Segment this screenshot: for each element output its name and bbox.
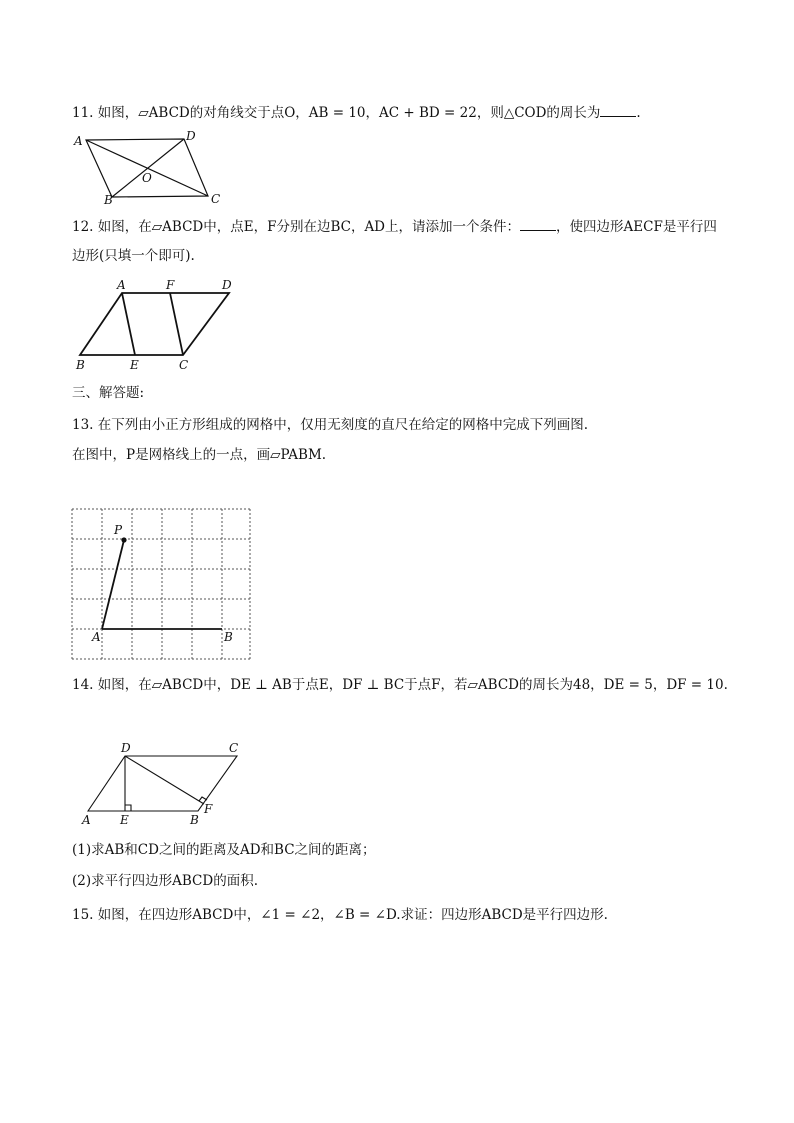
figure-12	[72, 276, 242, 376]
label-a: A	[74, 134, 83, 148]
q13-line1: 13. 在下列由小正方形组成的网格中，仅用无刻度的直尺在给定的网格中完成下列画图.	[72, 417, 589, 433]
segment-df	[125, 756, 204, 804]
label-f: F	[204, 802, 213, 816]
q14-sub1: (1)求AB和CD之间的距离及AD和BC之间的距离；	[72, 842, 376, 858]
label-c: C	[229, 741, 239, 755]
label-p: P	[114, 523, 123, 537]
label-d: D	[186, 129, 196, 143]
right-angle-e	[125, 805, 131, 811]
label-c: C	[179, 358, 189, 372]
segment-ae	[122, 293, 135, 355]
figure-13-grid	[72, 509, 254, 663]
label-b: B	[190, 813, 199, 827]
label-f: F	[166, 278, 175, 292]
label-c: C	[211, 192, 221, 206]
label-b: B	[76, 358, 85, 372]
q14-line1: 14. 如图，在▱ABCD中，DE ⊥ AB于点E，DF ⊥ BC于点F，若▱ABCD的周长为48，DE = 5，DF = 10.	[72, 677, 728, 693]
parallelogram-abcd	[88, 756, 237, 811]
parallelogram-abcd	[80, 293, 229, 355]
diagonal-ac	[86, 140, 208, 196]
answer-blank[interactable]	[600, 104, 636, 117]
label-b: B	[224, 630, 233, 644]
label-e: E	[120, 813, 129, 827]
segment-fc	[170, 293, 183, 355]
q12-line2: 边形(只填一个即可).	[72, 248, 195, 264]
point-p	[121, 537, 126, 542]
q13-line2: 在图中，P是网格线上的一点，画▱PABM.	[72, 447, 327, 463]
label-d: D	[121, 741, 131, 755]
label-e: E	[130, 358, 139, 372]
label-a: A	[92, 630, 101, 644]
diagonal-bd	[112, 139, 184, 197]
label-b: B	[104, 193, 113, 207]
section-heading: 三、解答题:	[72, 385, 145, 401]
q11-end: .	[636, 105, 641, 121]
q15-line1: 15. 如图，在四边形ABCD中，∠1 = ∠2，∠B = ∠D.求证：四边形ABCD是平行四边形.	[72, 907, 608, 923]
figure-14	[78, 738, 253, 830]
q11-stem: 11. 如图，▱ABCD的对角线交于点O，AB = 10，AC + BD = 22，则△COD的周长为	[72, 105, 601, 121]
label-o: O	[142, 171, 152, 185]
answer-blank[interactable]	[520, 218, 556, 231]
q14-sub2: (2)求平行四边形ABCD的面积.	[72, 873, 258, 889]
figure-11	[70, 128, 230, 208]
label-a: A	[82, 813, 91, 827]
label-d: D	[222, 278, 232, 292]
q12-stem: 12. 如图，在▱ABCD中，点E，F分别在边BC，AD上，请添加一个条件：	[72, 219, 521, 235]
q12-stem-cont: ，使四边形AECF是平行四	[556, 219, 717, 235]
q11-text	[72, 104, 641, 122]
segment-pa	[102, 540, 124, 629]
label-a: A	[117, 278, 126, 292]
q12-line1	[72, 218, 717, 236]
